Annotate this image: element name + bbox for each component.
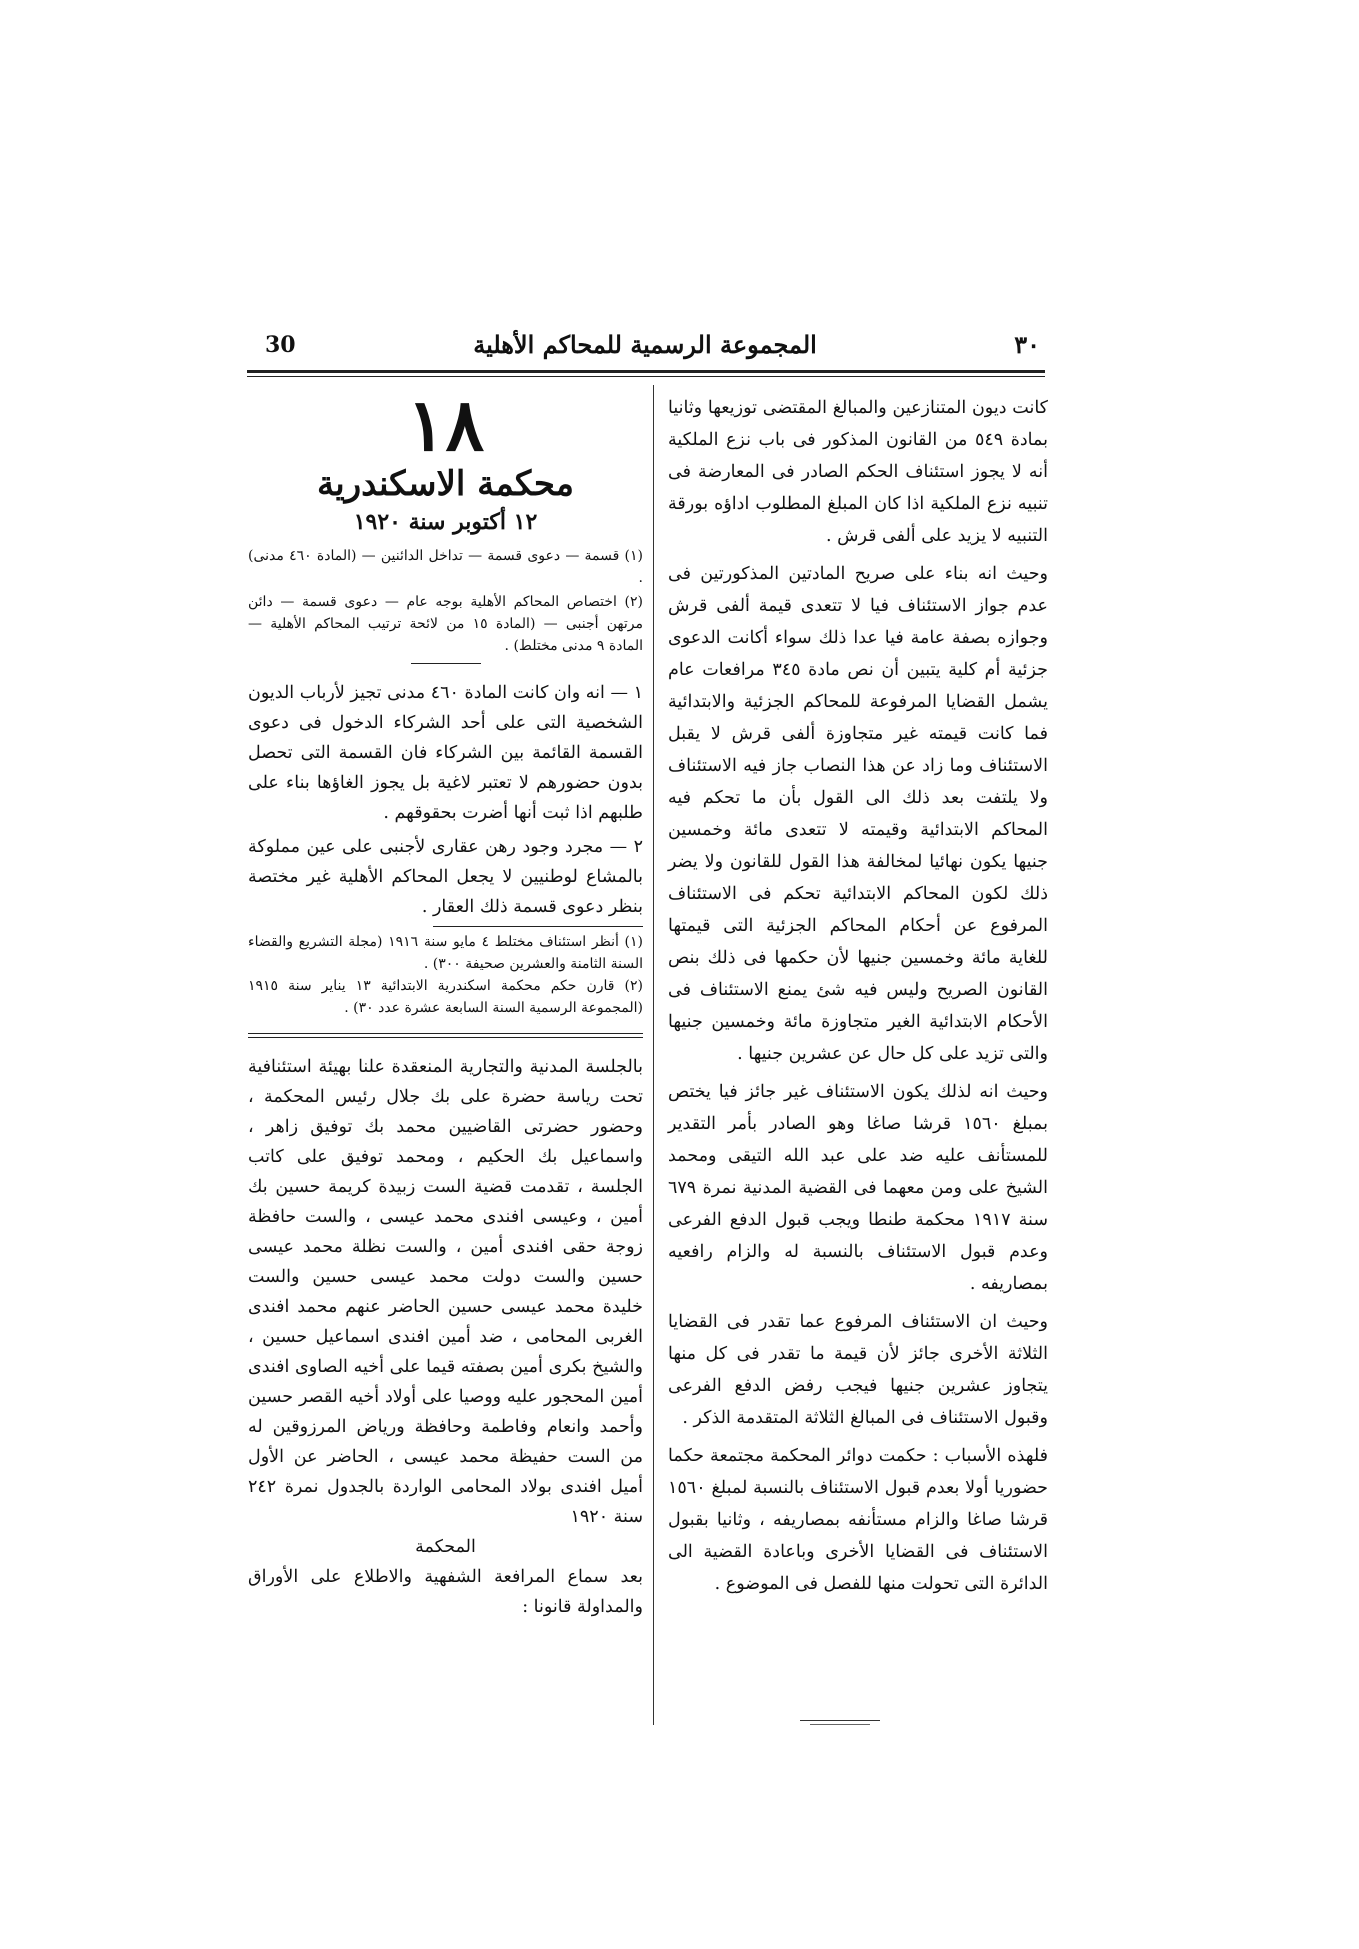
- right-column: [668, 392, 1048, 1606]
- footnote: (٢) قارن حكم محكمة اسكندرية الابتدائية ١٣ يناير سنة ١٩١٥ (المجموعة الرسمية السنة السابعة عشرة عدد ٣٠) .: [248, 978, 643, 1016]
- left-column: [248, 382, 644, 1622]
- end-mark: [800, 1720, 880, 1721]
- header-rule: [247, 370, 1045, 373]
- page-header: [245, 330, 1045, 364]
- court-name: محكمة الاسكندرية: [317, 464, 574, 504]
- principles: [248, 678, 643, 922]
- principle: ١ — انه وان كانت المادة ٤٦٠ مدنى تجيز لأرباب الديون الشخصية التى على أحد الشركاء الدخول فى دعوى القسمة القائمة بين الشركاء فان القسمة التى تحصل بدون حضورهم لا تعتبر لاغية بل يجوز الغاؤها بناء على طلبهم اذا ثبت أنها أضرت بحقوقهم .: [248, 683, 644, 823]
- page-number-latin: 30: [265, 332, 296, 358]
- session-paragraph: بالجلسة المدنية والتجارية المنعقدة علنا بهيئة استئنافية تحت رياسة حضرة على بك جلال رئيس المحكمة ، وحضور حضرتى القاضيين محمد بك توفيق زاهر ، واسماعيل بك الحكيم ، ومحمد توفيق على كاتب الجلسة ، تقدمت قضية الست زبيدة كريمة حسين بك أمين ، وعيسى افندى محمد عيسى ، والست حافظة زوجة حقى افندى أمين ، والست نظلة محمد عيسى حسين والست دولت محمد عيسى حسين والست خليدة محمد عيسى حسين الحاضر عنهم محمد افندى الغربى المحامى ، ضد أمين افندى اسماعيل حسين ، والشيخ بكرى أمين بصفته قيما على أخيه الصاوى افندى أمين المحجور عليه ووصيا على أولاد أخيه القصر حسين وأحمد وانعام وفاطمة وحافظة ورياض المرزوقين له من الست حفيظة محمد عيسى ، الحاضر عن الأول أميل افندى بولاد المحامى الواردة بالجدول نمرة ٢٤٢ سنة ١٩٢٠: [248, 1057, 643, 1527]
- column-separator: [653, 385, 654, 1725]
- court-heading: المحكمة: [415, 1537, 476, 1557]
- end-mark-thin: [810, 1724, 870, 1725]
- running-title: المجموعة الرسمية للمحاكم الأهلية: [473, 330, 817, 359]
- paragraph: وحيث انه بناء على صريح المادتين المذكورتين فى عدم جواز الاستئناف فيا لا تتعدى قيمة ألفى قرش وجوازه بصفة عامة فيا عدا ذلك سواء أكانت الدعوى جزئية أم كلية يتبين أن نص مادة ٣٤٥ مرافعات عام يشمل القضايا المرفوعة للمحاكم الجزئية والابتدائية فما كانت قيمته غير متجاوزة ألفى قرش لا يقبل الاستئناف وما زاد عن هذا النصاب جاز فيه الاستئناف ولا يلتفت بعد ذلك الى القول بأن ما تحكم فيه المحاكم الابتدائية وقيمته لا تتعدى مائة وخمسين جنيها يكون نهائيا لمخالفة هذا القول للقانون ولا يضر ذلك لكون المحاكم الابتدائية تحكم فى الاستئناف المرفوع عن أحكام المحاكم الجزئية التى قيمتها للغاية مائة وخمسين جنيها لأن حكمها فى ذلك بنص القانون الصريح وليس فيه شئ يمنع الاستئناف فى الأحكام الابتدائية الغير متجاوزة مائة وخمسين جنيها والتى تزيد على كل حال عن عشرين جنيها .: [668, 564, 1048, 1064]
- deliberation-paragraph: بعد سماع المرافعة الشفهية والاطلاع على الأوراق والمداولة قانونا :: [248, 1567, 643, 1617]
- page-number-arabic: ٣٠: [1014, 330, 1040, 359]
- double-rule: [248, 1033, 643, 1038]
- headnote: (١) قسمة — دعوى قسمة — تداخل الدائنين — (المادة ٤٦٠ مدنى) .: [248, 548, 644, 586]
- case-number: ١٨: [406, 382, 485, 467]
- paragraph: كانت ديون المتنازعين والمبالغ المقتضى توزيعها وثانيا بمادة ٥٤٩ من القانون المذكور فى باب نزع الملكية أنه لا يجوز استئناف الحكم الصادر فى المعارضة فى تنبيه نزع الملكية اذا كان المبلغ المطلوب اداؤه بورقة التنبيه لا يزيد على ألفى قرش .: [668, 398, 1048, 546]
- footnotes: [248, 926, 644, 1019]
- judgment-date: ١٢ أكتوبر سنة ١٩٢٠: [353, 509, 538, 535]
- session-body: [248, 1052, 643, 1622]
- paragraph: وحيث انه لذلك يكون الاستئناف غير جائز فيا يختص بمبلغ ١٥٦٠ قرشا صاغا وهو الصادر بأمر التقدير للمستأنف عليه ضد على عبد الله التيقى ومحمد الشيخ على ومن معهما فى القضية المدنية نمرة ٦٧٩ سنة ١٩١٧ محكمة طنطا ويجب قبول الدفع الفرعى وعدم قبول الاستئناف بالنسبة له والزام رافعيه بمصاريفه .: [668, 1082, 1048, 1294]
- paragraph: فلهذه الأسباب : حكمت دوائر المحكمة مجتمعة حكما حضوريا أولا بعدم قبول الاستئناف بالنسبة لمبلغ ١٥٦٠ قرشا صاغا والزام مستأنفه بمصاريفه ، وثانيا بقبول الاستئناف فى القضايا الأخرى وباعادة القضية الى الدائرة التى تحولت منها للفصل فى الموضوع .: [668, 1446, 1048, 1594]
- footnote: (١) أنظر استئناف مختلط ٤ مايو سنة ١٩١٦ (مجلة التشريع والقضاء السنة الثامنة والعشرين صحيفة ٣٠٠) .: [248, 934, 644, 972]
- principle: ٢ — مجرد وجود رهن عقارى لأجنبى على عين مملوكة بالمشاع لوطنيين لا يجعل المحاكم الأهلية غير مختصة بنظر دعوى قسمة ذلك العقار .: [248, 837, 643, 917]
- paragraph: وحيث ان الاستئناف المرفوع عما تقدر فى القضايا الثلاثة الأخرى جائز لأن قيمة ما تقدر فى كل منها يتجاوز عشرين جنيها فيجب رفض الدفع الفرعى وقبول الاستئناف فى المبالغ الثلاثة المتقدمة الذكر .: [668, 1312, 1048, 1428]
- headnote: (٢) اختصاص المحاكم الأهلية بوجه عام — دعوى قسمة — دائن مرتهن أجنبى — (المادة ١٥ من لائحة ترتيب المحاكم الأهلية — المادة ٩ مدنى مختلط) .: [248, 594, 643, 654]
- headnotes: [248, 545, 643, 657]
- header-rule-thin: [247, 376, 1045, 377]
- section-rule: [411, 663, 481, 664]
